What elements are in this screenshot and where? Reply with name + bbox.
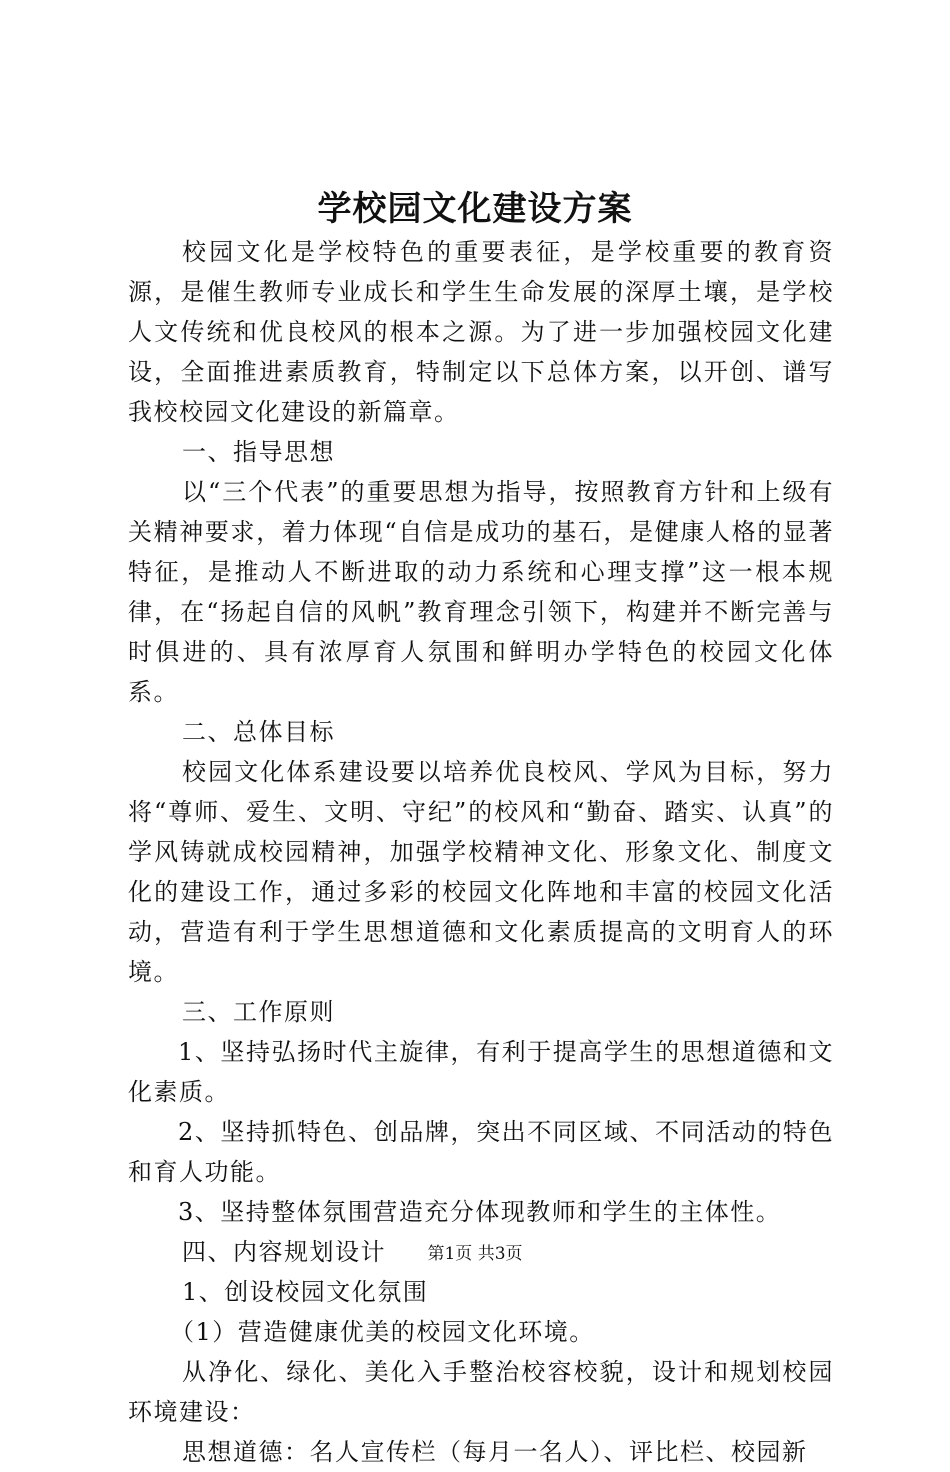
section-heading-work-principles: 三、工作原则 <box>182 998 335 1026</box>
paragraph-guiding-ideology: 以“三个代表”的重要思想为指导，按照教育方针和上级有关精神要求，着力体现“自信是成功的基石，是健康人格的显著特征，是推动人不断进取的动力系统和心理支撑”这一根本规律，在“扬起自信的风帆”教育理念引领下，构建并不断完善与时俱进的、具有浓厚育人氛围和鲜明办学特色的校园文化体系。 <box>128 478 834 706</box>
document-title: 学校园文化建设方案 <box>317 189 633 229</box>
section-heading-overall-goal: 二、总体目标 <box>182 718 335 746</box>
page-number-footer: 第1页 共3页 <box>427 1244 523 1264</box>
subsection-heading-atmosphere: 1、创设校园文化氛围 <box>182 1278 429 1306</box>
paragraph-overall-goal: 校园文化体系建设要以培养优良校风、学风为目标，努力将“尊师、爱生、文明、守纪”的校风和“勤奋、踏实、认真”的学风铸就成校园精神，加强学校精神文化、形象文化、制度文化的建设工作，通过多彩的校园文化阵地和丰富的校园文化活动，营造有利于学生思想道德和文化素质提高的文明育人的环境。 <box>128 758 834 986</box>
subsection-item-environment: （1）营造健康优美的校园文化环境。 <box>170 1318 595 1346</box>
section-heading-content-planning: 四、内容规划设计 <box>182 1238 386 1266</box>
principle-item-2: 2、坚持抓特色、创品牌，突出不同区域、不同活动的特色和育人功能。 <box>128 1118 834 1186</box>
principle-item-3: 3、坚持整体氛围营造充分体现教师和学生的主体性。 <box>178 1198 782 1226</box>
section-heading-guiding-ideology: 一、指导思想 <box>182 438 335 466</box>
paragraph-environment: 从净化、绿化、美化入手整治校容校貌，设计和规划校园环境建设： <box>128 1358 834 1426</box>
document-body <box>128 232 834 1472</box>
principle-item-1: 1、坚持弘扬时代主旋律，有利于提高学生的思想道德和文化素质。 <box>128 1038 834 1106</box>
paragraph-moral-education: 思想道德：名人宣传栏（每月一名人）、评比栏、校园新 <box>182 1438 808 1466</box>
paragraph-intro: 校园文化是学校特色的重要表征，是学校重要的教育资源，是催生教师专业成长和学生生命发展的深厚土壤，是学校人文传统和优良校风的根本之源。为了进一步加强校园文化建设，全面推进素质教育，特制定以下总体方案，以开创、谱写我校校园文化建设的新篇章。 <box>128 238 834 426</box>
